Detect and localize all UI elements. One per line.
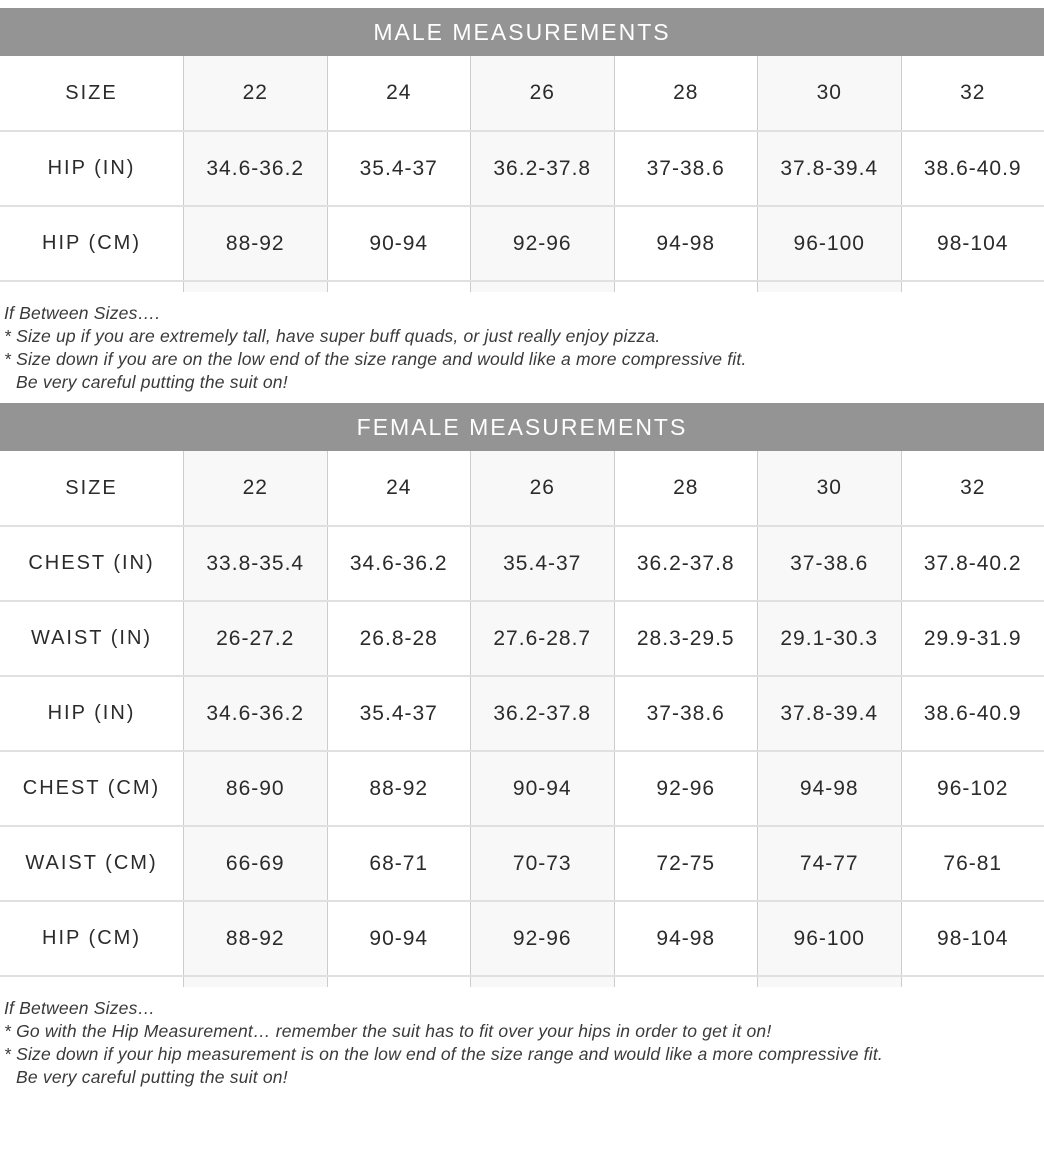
note-line: If Between Sizes…	[4, 998, 156, 1018]
table-row	[0, 207, 1044, 282]
measurement-cell: 34.6-36.2	[327, 527, 471, 600]
measurement-cell: 36.2-37.8	[470, 132, 614, 205]
measurement-cell: 92-96	[470, 207, 614, 280]
male-header-row	[0, 56, 1044, 132]
table-row	[0, 677, 1044, 752]
footer-cell	[0, 282, 183, 292]
column-header: 32	[901, 56, 1044, 130]
row-label: HIP (CM)	[0, 902, 183, 975]
note-line: * Size down if your hip measurement is on the low end of the size range and would like a more compressive fit.	[4, 1044, 883, 1064]
measurement-cell: 94-98	[614, 207, 758, 280]
female-sizing-notes	[4, 997, 1044, 1089]
column-header: 22	[183, 56, 327, 130]
female-measurements-section	[0, 403, 1044, 1089]
measurement-cell: 90-94	[327, 207, 471, 280]
measurement-cell: 36.2-37.8	[470, 677, 614, 750]
measurement-cell: 38.6-40.9	[901, 677, 1044, 750]
measurement-cell: 86-90	[183, 752, 327, 825]
measurement-cell: 26-27.2	[183, 602, 327, 675]
measurement-cell: 37.8-39.4	[757, 132, 901, 205]
footer-cell	[183, 282, 327, 292]
measurement-cell: 26.8-28	[327, 602, 471, 675]
measurement-cell: 72-75	[614, 827, 758, 900]
column-header: 24	[327, 451, 471, 525]
row-label: HIP (CM)	[0, 207, 183, 280]
measurement-cell: 88-92	[183, 902, 327, 975]
measurement-cell: 98-104	[901, 902, 1044, 975]
male-measurements-section	[0, 8, 1044, 394]
male-sizing-notes	[4, 302, 1044, 394]
measurement-cell: 34.6-36.2	[183, 132, 327, 205]
measurement-cell: 38.6-40.9	[901, 132, 1044, 205]
table-row	[0, 827, 1044, 902]
row-label: CHEST (IN)	[0, 527, 183, 600]
column-header: 30	[757, 56, 901, 130]
measurement-cell: 88-92	[327, 752, 471, 825]
footer-cell	[901, 282, 1044, 292]
note-line: If Between Sizes….	[4, 303, 161, 323]
measurement-cell: 37-38.6	[614, 677, 758, 750]
note-line: * Go with the Hip Measurement… remember the suit has to fit over your hips in order to get it on!	[4, 1021, 772, 1041]
table-footer-strip	[0, 977, 1044, 987]
column-header: 26	[470, 56, 614, 130]
row-label: WAIST (CM)	[0, 827, 183, 900]
note-line: * Size up if you are extremely tall, have super buff quads, or just really enjoy pizza.	[4, 326, 661, 346]
measurement-cell: 37.8-39.4	[757, 677, 901, 750]
note-line: Be very careful putting the suit on!	[16, 372, 288, 392]
measurement-cell: 35.4-37	[327, 132, 471, 205]
footer-cell	[183, 977, 327, 987]
footer-cell	[614, 977, 758, 987]
measurement-cell: 92-96	[470, 902, 614, 975]
table-footer-strip	[0, 282, 1044, 292]
row-label: HIP (IN)	[0, 132, 183, 205]
table-row	[0, 752, 1044, 827]
male-table-title: MALE MEASUREMENTS	[0, 8, 1044, 56]
measurement-cell: 33.8-35.4	[183, 527, 327, 600]
footer-cell	[614, 282, 758, 292]
column-header-size: SIZE	[0, 451, 183, 525]
table-row	[0, 527, 1044, 602]
measurement-cell: 27.6-28.7	[470, 602, 614, 675]
measurement-cell: 36.2-37.8	[614, 527, 758, 600]
measurement-cell: 28.3-29.5	[614, 602, 758, 675]
table-row	[0, 902, 1044, 977]
measurement-cell: 90-94	[470, 752, 614, 825]
table-row	[0, 602, 1044, 677]
footer-cell	[470, 282, 614, 292]
measurement-cell: 68-71	[327, 827, 471, 900]
column-header: 28	[614, 451, 758, 525]
column-header: 28	[614, 56, 758, 130]
measurement-cell: 37-38.6	[757, 527, 901, 600]
column-header: 22	[183, 451, 327, 525]
row-label: CHEST (CM)	[0, 752, 183, 825]
footer-cell	[757, 977, 901, 987]
measurement-cell: 74-77	[757, 827, 901, 900]
column-header: 32	[901, 451, 1044, 525]
row-label: WAIST (IN)	[0, 602, 183, 675]
column-header: 26	[470, 451, 614, 525]
measurement-cell: 94-98	[614, 902, 758, 975]
row-label: HIP (IN)	[0, 677, 183, 750]
column-header-size: SIZE	[0, 56, 183, 130]
footer-cell	[901, 977, 1044, 987]
footer-cell	[470, 977, 614, 987]
measurement-cell: 35.4-37	[470, 527, 614, 600]
footer-cell	[327, 977, 471, 987]
table-row	[0, 132, 1044, 207]
measurement-cell: 35.4-37	[327, 677, 471, 750]
note-line: Be very careful putting the suit on!	[16, 1067, 288, 1087]
measurement-cell: 92-96	[614, 752, 758, 825]
measurement-cell: 37-38.6	[614, 132, 758, 205]
measurement-cell: 96-100	[757, 902, 901, 975]
measurement-cell: 98-104	[901, 207, 1044, 280]
female-table-title: FEMALE MEASUREMENTS	[0, 403, 1044, 451]
column-header: 30	[757, 451, 901, 525]
measurement-cell: 70-73	[470, 827, 614, 900]
note-line: * Size down if you are on the low end of the size range and would like a more compressive fit.	[4, 349, 747, 369]
female-header-row	[0, 451, 1044, 527]
footer-cell	[327, 282, 471, 292]
measurement-cell: 88-92	[183, 207, 327, 280]
measurement-cell: 29.9-31.9	[901, 602, 1044, 675]
footer-cell	[757, 282, 901, 292]
measurement-cell: 66-69	[183, 827, 327, 900]
column-header: 24	[327, 56, 471, 130]
measurement-cell: 90-94	[327, 902, 471, 975]
measurement-cell: 29.1-30.3	[757, 602, 901, 675]
measurement-cell: 34.6-36.2	[183, 677, 327, 750]
measurement-cell: 96-100	[757, 207, 901, 280]
footer-cell	[0, 977, 183, 987]
measurement-cell: 94-98	[757, 752, 901, 825]
measurement-cell: 76-81	[901, 827, 1044, 900]
measurement-cell: 37.8-40.2	[901, 527, 1044, 600]
measurement-cell: 96-102	[901, 752, 1044, 825]
